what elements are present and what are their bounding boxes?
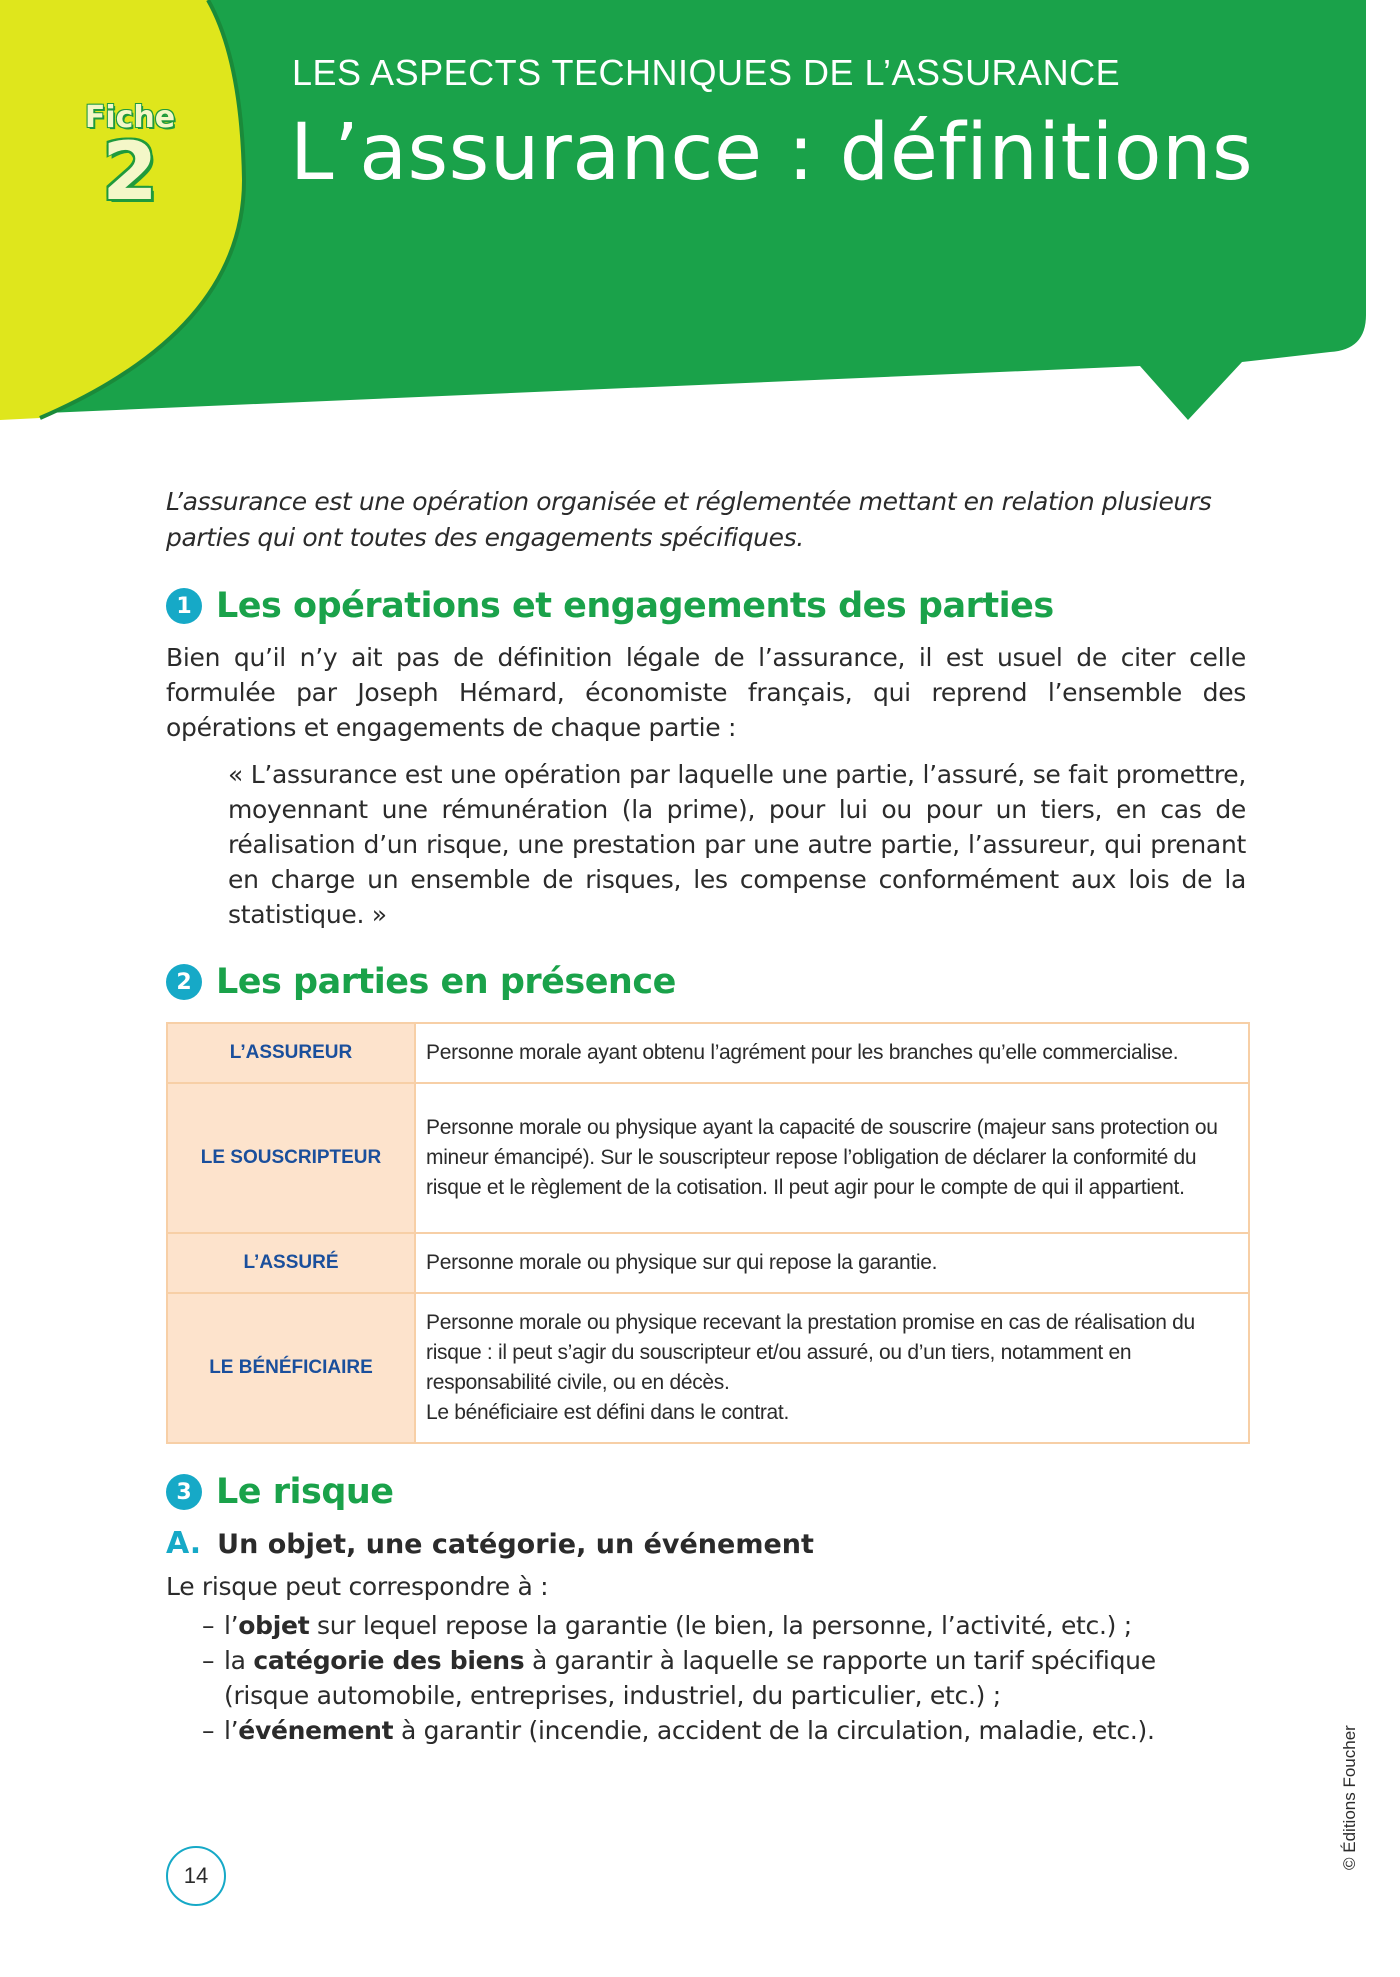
page-number: 14: [166, 1846, 226, 1906]
section-2-title: Les parties en présence: [216, 962, 676, 1002]
subsection-title: Un objet, une catégorie, un événement: [217, 1529, 814, 1560]
section-1-number: 1: [166, 588, 202, 624]
subsection-letter: A.: [166, 1526, 202, 1561]
role-cell: LE SOUSCRIPTEUR: [167, 1083, 415, 1233]
list-text: la: [224, 1646, 254, 1675]
list-keyword: objet: [238, 1611, 310, 1640]
hemard-quote: « L’assurance est une opération par laquelle une partie, l’assuré, se fait promettre, moyennant une rémunération (la prime), pour lui ou pour un tiers, en cas de réalisation d’un risque, une prestation par une autre partie, l’assureur, qui prenant en charge un ensemble de risques, les compense conformément aux lois de la statistique. »: [228, 760, 1246, 929]
fiche-label: Fiche: [84, 100, 176, 135]
main-content: [166, 484, 1246, 1748]
list-text: l’: [224, 1611, 239, 1640]
list-text: à garantir (incendie, accident de la circulation, maladie, etc.).: [393, 1716, 1155, 1745]
chapter-kicker: LES ASPECTS TECHNIQUES DE L’ASSURANCE: [292, 52, 1121, 93]
list-keyword: catégorie des biens: [253, 1646, 525, 1675]
table-row: [167, 1233, 1249, 1293]
subsection-a-heading: [166, 1526, 1246, 1561]
list-dash: –: [202, 1646, 215, 1675]
description-line: Le bénéficiaire est défini dans le contrat.: [426, 1401, 789, 1424]
section-1-paragraph: Bien qu’il n’y ait pas de définition légale de l’assurance, il est usuel de citer celle formulée par Joseph Hémard, économiste français, qui reprend l’ensemble des opérations et engagements de chaque partie :: [166, 643, 1246, 742]
table-row: [167, 1083, 1249, 1233]
list-text: l’: [224, 1716, 239, 1745]
fiche-number: 2: [102, 125, 158, 218]
role-cell: LE BÉNÉFICIAIRE: [167, 1293, 415, 1443]
description-cell: Personne morale ayant obtenu l’agrément pour les branches qu’elle commercialise.: [415, 1023, 1249, 1083]
role-cell: L’ASSURÉ: [167, 1233, 415, 1293]
copyright-notice: © Éditions Foucher: [1340, 1725, 1359, 1870]
description-cell: Personne morale ou physique ayant la capacité de souscrire (majeur sans protection ou mineur émancipé). Sur le souscripteur repose l’obligation de déclarer la conformité du risque et le règlement de la cotisation. Il peut agir pour le compte de qui il appartient.: [415, 1083, 1249, 1233]
table-row: [167, 1023, 1249, 1083]
list-item: [166, 1608, 1246, 1643]
description-line: Personne morale ou physique recevant la prestation promise en cas de réalisation du risque : il peut s’agir du souscripteur et/ou assuré, ou d’un tiers, notamment en responsabilité civile, ou en décès.: [426, 1311, 1195, 1394]
section-3-title: Le risque: [216, 1472, 394, 1512]
list-text: sur lequel repose la garantie (le bien, la personne, l’activité, etc.) ;: [309, 1611, 1132, 1640]
list-item: [166, 1643, 1246, 1713]
description-cell: [415, 1293, 1249, 1443]
intro-text: L’assurance est une opération organisée et réglementée mettant en relation plusieurs parties qui ont toutes des engagements spécifiques.: [166, 487, 1212, 552]
page-title: L’assurance : définitions: [290, 108, 1254, 198]
list-text: à garantir à laquelle se rapporte un tarif spécifique (risque automobile, entreprises, industriel, du particulier, etc.) ;: [224, 1646, 1156, 1710]
risk-lead: Le risque peut correspondre à :: [166, 1572, 549, 1601]
role-cell: L’ASSUREUR: [167, 1023, 415, 1083]
section-2-heading: [166, 962, 1246, 1002]
section-1-title: Les opérations et engagements des parties: [216, 586, 1054, 626]
list-dash: –: [202, 1716, 215, 1745]
parties-table: [166, 1022, 1250, 1444]
risk-list: [166, 1608, 1246, 1748]
section-3-number: 3: [166, 1474, 202, 1510]
description-cell: Personne morale ou physique sur qui repose la garantie.: [415, 1233, 1249, 1293]
section-2-number: 2: [166, 964, 202, 1000]
table-row: [167, 1293, 1249, 1443]
list-keyword: événement: [238, 1716, 394, 1745]
list-item: [166, 1713, 1246, 1748]
section-1-heading: [166, 586, 1246, 626]
section-3-heading: [166, 1472, 1246, 1512]
list-dash: –: [202, 1611, 215, 1640]
